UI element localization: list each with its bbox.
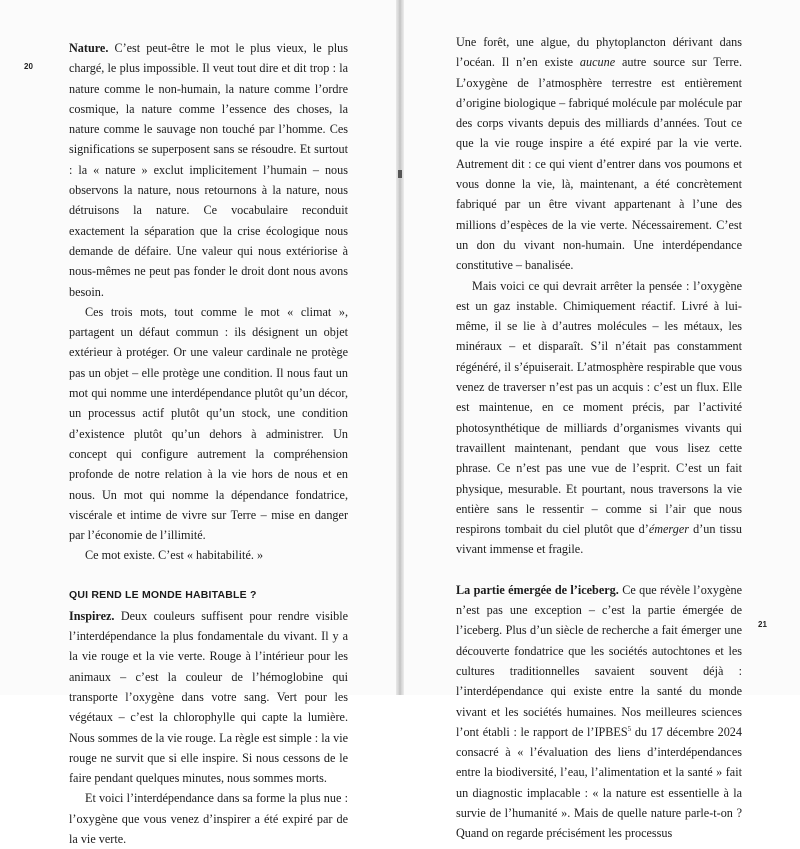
- paragraph-body: C’est peut-être le mot le plus vieux, le plus chargé, le plus impossible. Il veut tout dire et dit trop : la nature comme le non-humain, la nature comme l’ordre cosmique, la nature comme l’essence des choses, la nature comme le sauvage non touché par l’homme. Ces significations se superposent sans se résoudre. Et surtout : la « nature » exclut implicitement l’humain – nous observons la nature, nous retournons à la nature, nous détruisons la nature. Ce vocabulaire reconduit exactement la séparation que la crise écologique nous demande de défaire. Une valeur qui nous extériorise à nous-mêmes ne peut pas fonder le droit dont nous avons besoin.: [69, 41, 348, 299]
- emphasis: émerger: [648, 522, 689, 537]
- paragraph-text: du 17 décembre 2024 consacré à « l’évaluation des liens d’interdépendances entre la biodiversité, l’eau, l’alimentation et la santé » fait un diagnostic implacable : « la nature est essentielle à la survie de l’humanité ». Mais de quelle nature parle-t-on ? Quand on regarde précisément les processus: [456, 724, 742, 841]
- paragraph-text: Une forêt, une algue, du phytoplancton dérivant dans l’océan. Il n’en existe: [456, 35, 742, 70]
- emphasis: aucune: [579, 55, 616, 70]
- paragraph-text: d’un tissu vivant immense et fragile.: [456, 522, 742, 557]
- paragraph: [456, 32, 742, 276]
- paragraph-text: Ce que révèle l’oxygène n’est pas une exception – c’est la partie émergée de l’iceberg. Plus d’un siècle de recherche a fait émerger une découverte fondatrice que les sociétés autochtones et les cultures traditionnelles savaient souvent déjà : l’interdépendance qui existe entre la santé du monde vivant et les sociétés humaines. Nos meilleures sciences l’ont établi : le rapport de l’IPBES: [456, 582, 742, 739]
- page-number-left: 20: [24, 62, 33, 71]
- paragraph-body: Deux couleurs suffisent pour rendre visible l’interdépendance la plus fondamentale du vivant. Il y a la vie rouge et la vie verte. Rouge à l’intérieur pour les animaux – c’est la couleur de l’hémoglobine qui transporte l’oxygène dans votre sang. Vert pour les végétaux – c’est la chlorophylle qui capte la lumière. Nous sommes de la vie rouge. La règle est simple : la vie rouge ne survit que si elle inspire. Si nous cessons de le faire pendant quelques minutes, nous sommes morts.: [69, 608, 348, 786]
- paragraph-text: Mais voici ce qui devrait arrêter la pensée : l’oxygène est un gaz instable. Chimiquement réactif. Livré à lui-même, il se lie à d’autres molécules – les métaux, les minéraux – et disparaît. S’il n’était pas constamment régénéré, il s’épuiserait. L’atmosphère respirable que vous venez de traverser n’est pas un acquis : c’est un flux. Elle est maintenue, en ce moment précis, par l’activité photosynthétique de milliards d’organismes vivants qui travaillent maintenant, pendant que vous lisez cette phrase. Ce n’est pas une vue de l’esprit. C’est un fait physique, mesurable. Et pourtant, nous traversons la vie entière sans le ressentir – comme si l’air que nous respirons tombait du ciel plutôt que d’: [456, 278, 742, 537]
- footnote-ref: 5: [627, 724, 632, 733]
- page-number-right: 21: [758, 620, 767, 629]
- left-page-text: [69, 38, 348, 849]
- paragraph: [69, 38, 348, 302]
- lead-word: Nature.: [69, 41, 109, 55]
- paragraph: [456, 580, 742, 844]
- section-heading: QUI REND LE MONDE HABITABLE ?: [69, 588, 257, 601]
- paragraph-text: autre source sur Terre. L’oxygène de l’atmosphère terrestre est entièrement d’origine biologique – fabriqué molécule par molécule par des corps vivants depuis des milliards d’années. Tout ce que la vie rouge inspire a été expiré par la vie verte. Autrement dit : ce qui vient d’entrer dans vos poumons et vous donne la vie, là, maintenant, a été concrètement fabriqué par un être vivant appartenant à l’une des millions d’espèces de la vie verte. Nécessairement. C’est un don du vivant non-humain. Une interdépendance constitutive – banalisée.: [456, 55, 742, 273]
- binding-mark: [398, 170, 402, 178]
- paragraph: Et voici l’interdépendance dans sa forme la plus nue : l’oxygène que vous venez d’inspirer a été expiré par de la vie verte.: [69, 791, 348, 846]
- book-gutter: [396, 0, 404, 695]
- paragraph: [69, 606, 348, 789]
- paragraph: [456, 276, 742, 560]
- right-page-text: [456, 32, 742, 844]
- lead-word: Inspirez.: [69, 608, 115, 623]
- paragraph: Ce mot existe. C’est « habitabilité. »: [85, 548, 264, 563]
- lead-phrase: La partie émergée de l’iceberg.: [456, 582, 619, 597]
- paragraph: Ces trois mots, tout comme le mot « climat », partagent un défaut commun : ils désignent un objet extérieur à protéger. Or une valeur cardinale ne protège pas un objet – elle protège une condition. Il nous faut un mot qui nomme une interdépendance plutôt qu’un décor, un processus actif plutôt qu’un stock, une condition d’existence plutôt qu’un dehors à administrer. Un concept qui configure autrement la compréhension profonde de notre relation à la vie hors de nous et en nous. Un mot qui nomme la dépendance fondatrice, viscérale et intime de vivre sur Terre – mise en danger par l’économie de l’illimité.: [69, 304, 348, 543]
